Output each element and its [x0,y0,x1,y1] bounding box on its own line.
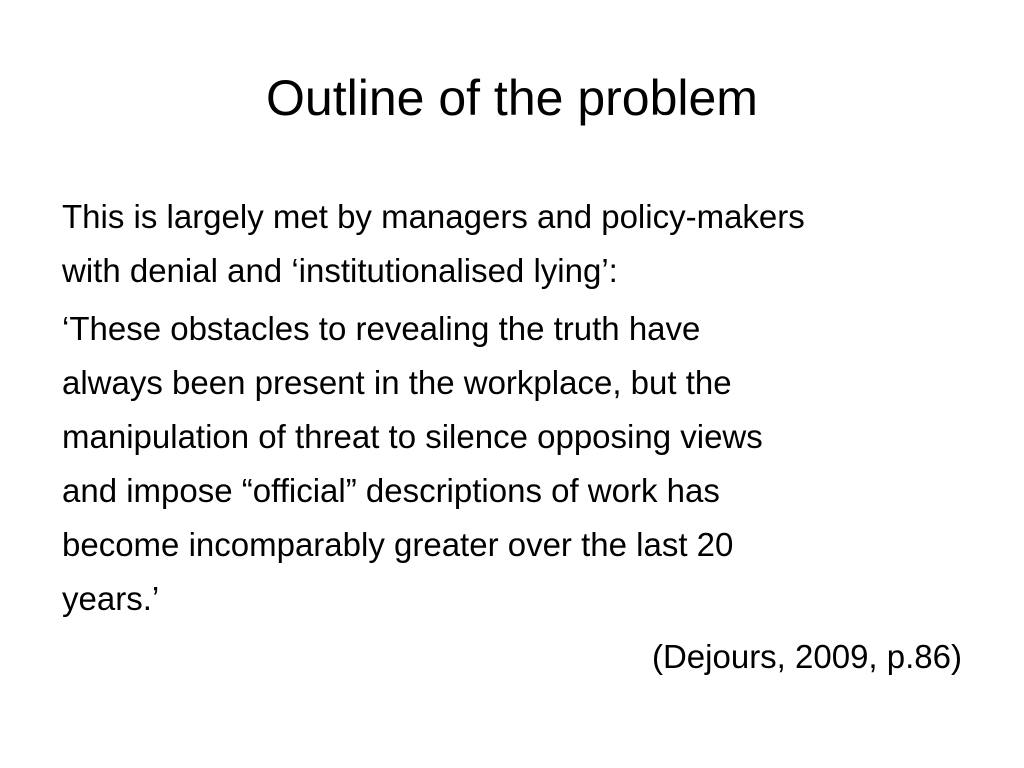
intro-paragraph [62,190,962,298]
quote-line: and impose “official” descriptions of work has [62,472,720,509]
quote-line: always been present in the workplace, but the [62,364,732,401]
slide-title: Outline of the problem [266,70,758,126]
quote-line: become incomparably greater over the last 20 [62,526,734,563]
quote-paragraph [62,302,962,626]
quote-line: ‘These obstacles to revealing the truth have [62,310,701,347]
intro-line: This is largely met by managers and policy-makers [62,198,805,235]
quote-line: years.’ [62,580,160,617]
quote-line: manipulation of threat to silence opposing views [62,418,763,455]
slide-body [62,190,962,684]
citation: (Dejours, 2009, p.86) [651,638,962,675]
intro-line: with denial and ‘institutionalised lying’: [62,252,618,289]
